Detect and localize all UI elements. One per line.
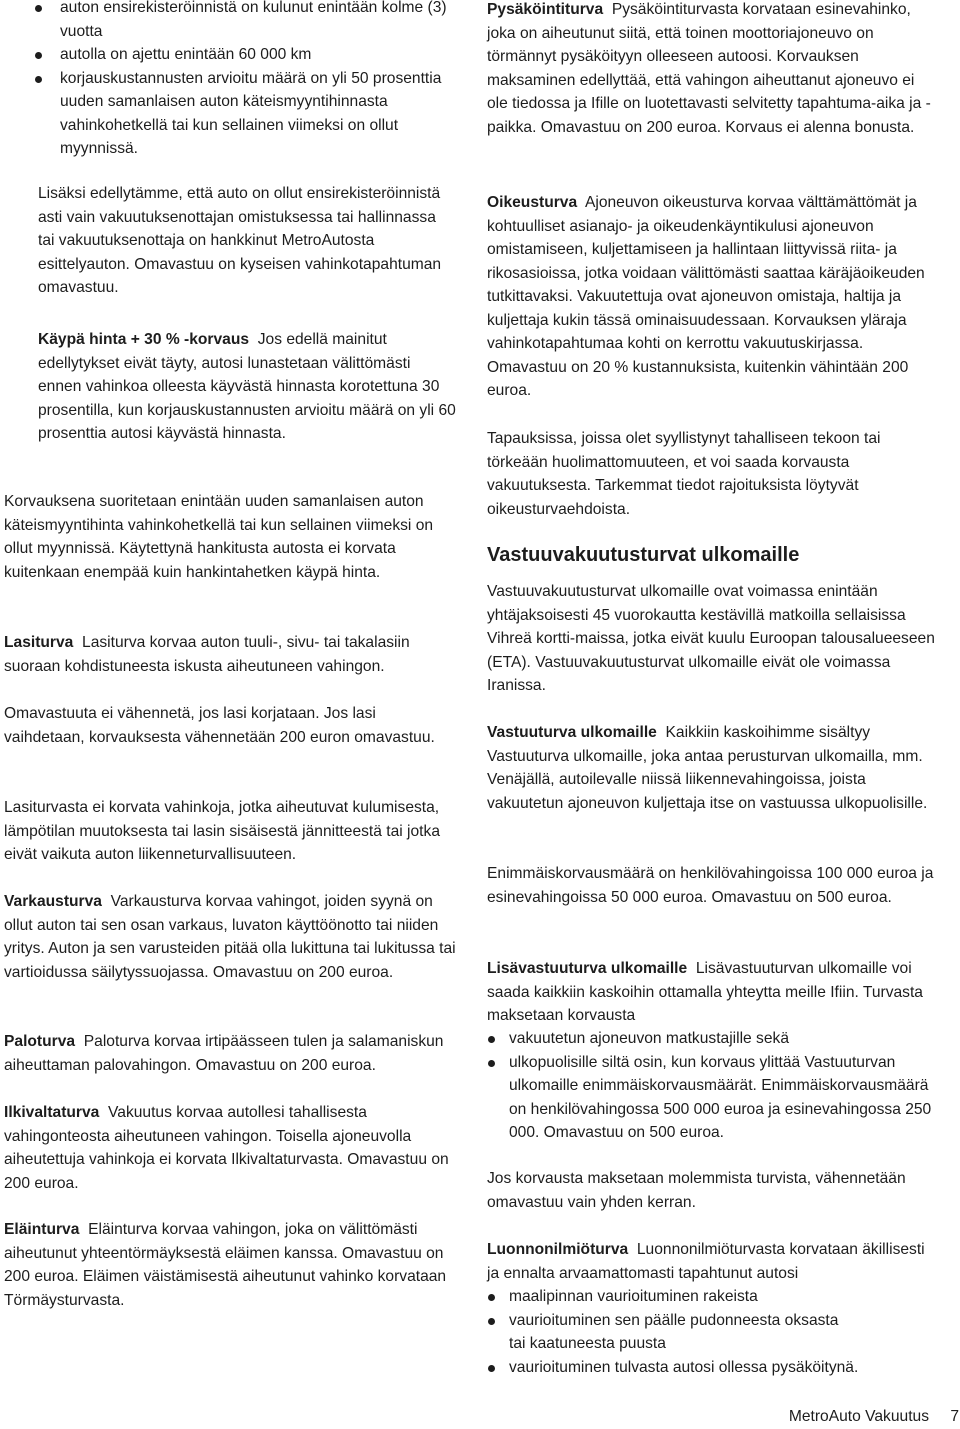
section-title: Varkausturva bbox=[4, 893, 102, 910]
list-item: maalipinnan vaurioituminen rakeista bbox=[487, 1285, 937, 1309]
section-title: Ilkivaltaturva bbox=[4, 1104, 100, 1121]
paragraph: Lisäksi edellytämme, että auto on ollut ensirekisteröinnistä asti vain vakuutuksenottajan omistuksessa tai hallinnassa tai vakuutuksenottaja on hankkinut MetroAutosta esittelyauton. Omavastuu on kyseisen vahinkotapahtuman omavastuu. bbox=[38, 185, 442, 296]
list-item: vaurioituminen tulvasta autosi ollessa pysäköitynä. bbox=[487, 1356, 937, 1380]
section-title: Pysäköintiturva bbox=[487, 1, 604, 18]
kayva-hinta-section bbox=[38, 328, 456, 446]
paragraph: Lasiturvasta ei korvata vahinkoja, jotka aiheutuvat kulumisesta, lämpötilan muutoksesta tai lasin sisäisestä jännitteestä tai jotka eivät vaikuta auton liikenneturvallisuuteen. bbox=[4, 799, 440, 863]
section-heading: Vastuuvakuutusturvat ulkomaille bbox=[487, 544, 800, 566]
footer-brand: MetroAuto Vakuutus bbox=[788, 1408, 929, 1425]
section-body: Lisävastuuturvan ulkomaille voi saada kaikkiin kaskoihin ottamalla yhteytta meille Ifiin. Turvasta maksetaan korvausta bbox=[487, 960, 923, 1024]
elainturva-section bbox=[4, 1218, 456, 1312]
paloturva-section bbox=[4, 1030, 456, 1077]
lisa-list bbox=[487, 1027, 937, 1145]
list-item: ulkopuolisille siltä osin, kun korvaus ylittää Vastuuturvan ulkomaille enimmäiskorvausmäärät. Enimmäiskorvausmäärä on henkilövahingossa 500 000 euroa ja esinevahingossa 250 000. Omavastuu on 500 euroa. bbox=[487, 1051, 937, 1145]
conditions-list bbox=[4, 0, 456, 161]
paragraph: Enimmäiskorvausmäärä on henkilövahingoissa 100 000 euroa ja esinevahingoissa 50 000 euroa. Omavastuu on 500 euroa. bbox=[487, 865, 934, 906]
section-title: Käypä hinta + 30 % -korvaus bbox=[38, 331, 250, 348]
list-item: auton ensirekisteröinnistä on kulunut enintään kolme (3) vuotta bbox=[4, 0, 456, 43]
paragraph: Omavastuuta ei vähennetä, jos lasi korjataan. Jos lasi vaihdetaan, korvauksesta vähennetään 200 euron omavastuu. bbox=[4, 705, 435, 746]
lasiturva-section bbox=[4, 631, 456, 678]
section-title: Eläinturva bbox=[4, 1221, 80, 1238]
section-body: Varkausturva korvaa vahingot, joiden syynä on ollut auton tai sen osan varkaus, luvaton käyttöönotto tai niiden yritys. Auton ja sen varusteiden pitää olla lukittuna tai lukitussa tai vartioidussa säilytyssuojassa. Omavastuu on 200 euroa. bbox=[4, 893, 456, 981]
section-title: Oikeusturva bbox=[487, 194, 578, 211]
section-body: Lasiturva korvaa auton tuuli-, sivu- tai takalasiin suoraan kohdistuneesta iskusta aiheutuneen vahingon. bbox=[4, 634, 410, 675]
paragraph: Tapauksissa, joissa olet syyllistynyt tahalliseen tekoon tai törkeään huolimattomuuteen, et voi saada korvausta vakuutuksesta. Tarkemmat tiedot rajoituksista löytyvät oikeusturvaehdoista. bbox=[487, 430, 881, 518]
paragraph: Jos korvausta maksetaan molemmista turvista, vähennetään omavastuu vain yhden kerran. bbox=[487, 1170, 906, 1211]
section-body: Jos edellä mainitut edellytykset eivät täyty, autosi lunastetaan välittömästi ennen vahinkoa olleesta käyvästä hinnasta korotettuna 30 prosentilla, kun korjauskustannusten arvioitu määrä on yli 60 prosenttia autosi käyvästä hinnasta. bbox=[38, 331, 456, 442]
varkausturva-section bbox=[4, 890, 456, 984]
section-title: Lisävastuuturva ulkomaille bbox=[487, 960, 688, 977]
section-body: Pysäköintiturvasta korvataan esinevahinko, joka on aiheutunut siitä, että toinen moottoriajoneuvo on törmännyt pysäköityyn olleeseen autoosi. Korvauksen maksaminen edellyttää, että vahingon aiheuttanut ajoneuvo ei ole tiedossa ja Ifille on luotettavasti selvitetty tapahtuma-aika ja -paikka. Omavastuu on 200 euroa. Korvaus ei alenna bonusta. bbox=[487, 1, 931, 136]
section-body: Vakuutus korvaa autollesi tahallisesta vahingonteosta aiheutuneen vahingon. Toisella ajoneuvolla aiheutettuja vahinkoja ei korvata Ilkivaltaturvasta. Omavastuu on 200 euroa. bbox=[4, 1104, 449, 1192]
list-item: vakuutetun ajoneuvon matkustajille sekä bbox=[487, 1027, 937, 1051]
list-item: autolla on ajettu enintään 60 000 km bbox=[4, 43, 456, 67]
section-title: Paloturva bbox=[4, 1033, 76, 1050]
section-title: Lasiturva bbox=[4, 634, 74, 651]
section-body: Paloturva korvaa irtipäässeen tulen ja salamaniskun aiheuttaman palovahingon. Omavastuu on 200 euroa. bbox=[4, 1033, 444, 1074]
oikeusturva-section bbox=[487, 191, 937, 403]
paragraph: Vastuuvakuutusturvat ulkomaille ovat voimassa enintään yhtäjaksoisesti 45 vuorokautta kestävillä matkoilla sellaisissa Vihreä kortti-maissa, jotka eivät kuulu Euroopan talousalueeseen (ETA). Vastuuvakuutusturvat ulkomaille eivät ole voimassa Iranissa. bbox=[487, 583, 935, 694]
pysakointiturva-section bbox=[487, 0, 937, 139]
page-footer bbox=[0, 1405, 960, 1426]
page-number: 7 bbox=[950, 1408, 959, 1425]
luonno-list-2 bbox=[487, 1356, 937, 1380]
section-body: Kaikkiin kaskoihimme sisältyy Vastuuturva ulkomaille, joka antaa perusturvan ulkomailla, mm. Venäjällä, autoilevalle niissä liikennevahingoissa, joista vakuutetun ajoneuvon kuljettaja itse on vastuussa ulkopuolisille. bbox=[487, 724, 928, 812]
section-body: Ajoneuvon oikeusturva korvaa välttämättömät ja kohtuulliset asianajo- ja oikeudenkäyntikulusi ajoneuvon omistamiseen, kuljettamiseen ja hallintaan liittyvissä riita- ja rikosasioissa, jotka voidaan välittömästi saattaa käräjäoikeuden tutkittavaksi. Vakuutettuja ovat ajoneuvon omistaja, haltija ja kuljettaja kukin tässä ominaisuudessaan. Korvauksen yläraja vahinkotapahtumaa kohti on kerrottu vakuutuskirjassa. Omavastuu on 20 % kustannuksista, kuitenkin vähintään 200 euroa. bbox=[487, 194, 925, 399]
list-item: korjauskustannusten arvioitu määrä on yli 50 prosenttia uuden samanlaisen auton käteismyyntihinnasta vahinkohetkellä tai kun sellainen viimeksi on ollut myynnissä. bbox=[4, 67, 456, 161]
section-title: Vastuuturva ulkomaille bbox=[487, 724, 657, 741]
ilkivaltaturva-section bbox=[4, 1101, 456, 1195]
vastuuturva-section bbox=[487, 721, 937, 815]
lisavastuuturva-section bbox=[487, 957, 937, 1028]
list-item: vaurioituminen sen päälle pudonneesta oksasta bbox=[487, 1309, 937, 1333]
section-title: Luonnonilmiöturva bbox=[487, 1241, 629, 1258]
section-body: Luonnonilmiöturvasta korvataan äkillisesti ja ennalta arvaamattomasti tapahtunut autosi bbox=[487, 1241, 925, 1282]
section-body: Eläinturva korvaa vahingon, joka on välittömästi aiheutunut yhteentörmäyksestä eläimen kanssa. Omavastuu on 200 euroa. Eläimen väistämisestä aiheutunut vahinko korvataan Törmäysturvasta. bbox=[4, 1221, 447, 1309]
luonno-list bbox=[487, 1285, 937, 1332]
paragraph: Korvauksena suoritetaan enintään uuden samanlaisen auton käteismyyntihinta vahinkohetkellä tai kun sellainen viimeksi on ollut myynnissä. Käytettynä hankitusta autosta ei korvata kuitenkaan enempää kuin hankintahetken käypä hinta. bbox=[4, 493, 434, 581]
luonnonilmioturva-section bbox=[487, 1238, 937, 1285]
list-continuation: tai kaatuneesta puusta bbox=[509, 1335, 666, 1352]
